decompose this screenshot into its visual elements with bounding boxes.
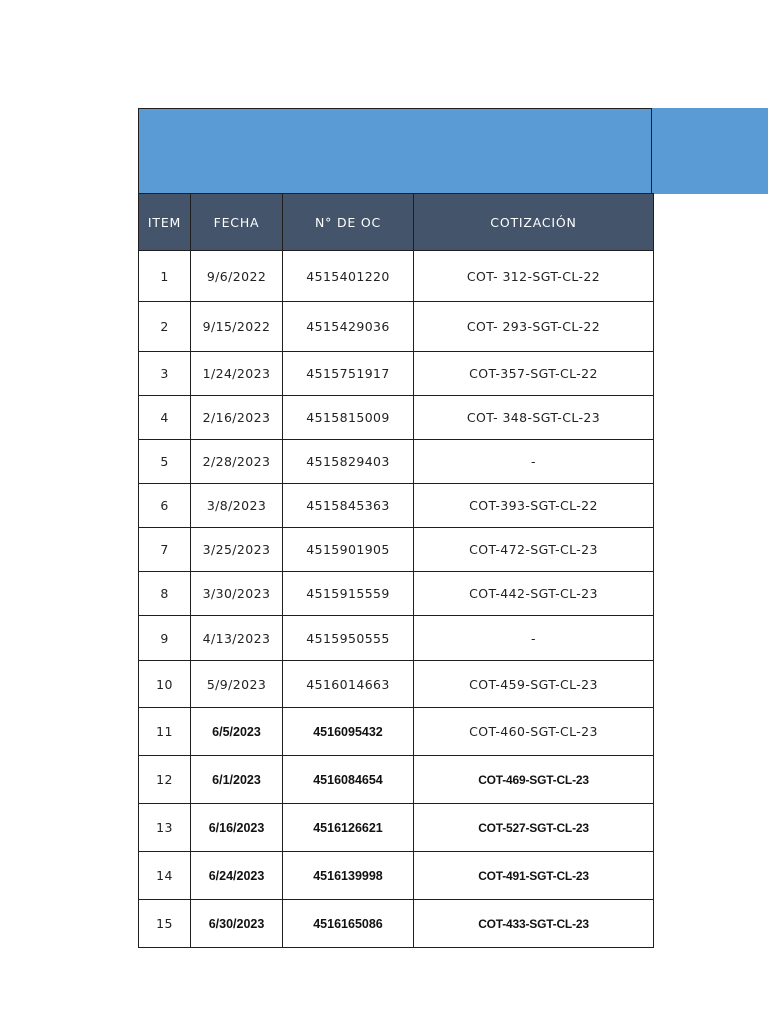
table-row [139, 852, 654, 900]
cell-fecha: 6/30/2023 [191, 900, 283, 948]
cell-item: 8 [139, 572, 191, 616]
cell-item: 1 [139, 251, 191, 302]
cell-cotizacion: COT-442-SGT-CL-23 [414, 572, 654, 616]
cell-item: 11 [139, 708, 191, 756]
cell-oc: 4516014663 [283, 661, 414, 708]
cell-item: 10 [139, 661, 191, 708]
column-header-oc: N° DE OC [283, 194, 414, 251]
cell-cotizacion: COT- 348-SGT-CL-23 [414, 396, 654, 440]
table-row [139, 756, 654, 804]
cell-cotizacion: COT-460-SGT-CL-23 [414, 708, 654, 756]
table-row [139, 396, 654, 440]
cell-cotizacion: - [414, 616, 654, 661]
table-header-row [139, 194, 654, 251]
cell-item: 5 [139, 440, 191, 484]
table-row [139, 572, 654, 616]
purchase-orders-table [138, 193, 654, 948]
cell-oc: 4515401220 [283, 251, 414, 302]
cell-oc: 4516165086 [283, 900, 414, 948]
table-row [139, 251, 654, 302]
table-row [139, 708, 654, 756]
cell-item: 9 [139, 616, 191, 661]
cell-oc: 4515901905 [283, 528, 414, 572]
cell-oc: 4515751917 [283, 352, 414, 396]
table-row [139, 302, 654, 352]
cell-cotizacion: COT-469-SGT-CL-23 [414, 756, 654, 804]
cell-fecha: 3/8/2023 [191, 484, 283, 528]
title-banner [138, 108, 768, 194]
cell-cotizacion: - [414, 440, 654, 484]
column-header-fecha: FECHA [191, 194, 283, 251]
cell-cotizacion: COT- 293-SGT-CL-22 [414, 302, 654, 352]
table-row [139, 900, 654, 948]
cell-fecha: 3/25/2023 [191, 528, 283, 572]
cell-oc: 4515915559 [283, 572, 414, 616]
cell-cotizacion: COT-433-SGT-CL-23 [414, 900, 654, 948]
table-row [139, 440, 654, 484]
cell-cotizacion: COT-393-SGT-CL-22 [414, 484, 654, 528]
cell-fecha: 6/5/2023 [191, 708, 283, 756]
cell-fecha: 2/16/2023 [191, 396, 283, 440]
cell-item: 4 [139, 396, 191, 440]
table-row [139, 661, 654, 708]
cell-item: 2 [139, 302, 191, 352]
cell-oc: 4516139998 [283, 852, 414, 900]
cell-oc: 4516084654 [283, 756, 414, 804]
cell-item: 6 [139, 484, 191, 528]
cell-item: 15 [139, 900, 191, 948]
cell-item: 12 [139, 756, 191, 804]
table-row [139, 616, 654, 661]
cell-cotizacion: COT-472-SGT-CL-23 [414, 528, 654, 572]
cell-cotizacion: COT- 312-SGT-CL-22 [414, 251, 654, 302]
cell-fecha: 6/1/2023 [191, 756, 283, 804]
table-row [139, 352, 654, 396]
cell-fecha: 5/9/2023 [191, 661, 283, 708]
cell-fecha: 2/28/2023 [191, 440, 283, 484]
cell-cotizacion: COT-491-SGT-CL-23 [414, 852, 654, 900]
cell-fecha: 1/24/2023 [191, 352, 283, 396]
cell-fecha: 3/30/2023 [191, 572, 283, 616]
cell-fecha: 6/16/2023 [191, 804, 283, 852]
table-row [139, 484, 654, 528]
cell-cotizacion: COT-357-SGT-CL-22 [414, 352, 654, 396]
cell-oc: 4516095432 [283, 708, 414, 756]
cell-oc: 4515429036 [283, 302, 414, 352]
cell-oc: 4515845363 [283, 484, 414, 528]
cell-fecha: 4/13/2023 [191, 616, 283, 661]
cell-item: 3 [139, 352, 191, 396]
cell-oc: 4516126621 [283, 804, 414, 852]
cell-fecha: 9/15/2022 [191, 302, 283, 352]
column-header-cotizacion: COTIZACIÓN [414, 194, 654, 251]
cell-item: 14 [139, 852, 191, 900]
cell-fecha: 6/24/2023 [191, 852, 283, 900]
cell-oc: 4515950555 [283, 616, 414, 661]
cell-oc: 4515815009 [283, 396, 414, 440]
table-row [139, 804, 654, 852]
cell-fecha: 9/6/2022 [191, 251, 283, 302]
cell-oc: 4515829403 [283, 440, 414, 484]
cell-cotizacion: COT-527-SGT-CL-23 [414, 804, 654, 852]
cell-item: 7 [139, 528, 191, 572]
table-row [139, 528, 654, 572]
column-header-item: ITEM [139, 194, 191, 251]
cell-item: 13 [139, 804, 191, 852]
cell-cotizacion: COT-459-SGT-CL-23 [414, 661, 654, 708]
